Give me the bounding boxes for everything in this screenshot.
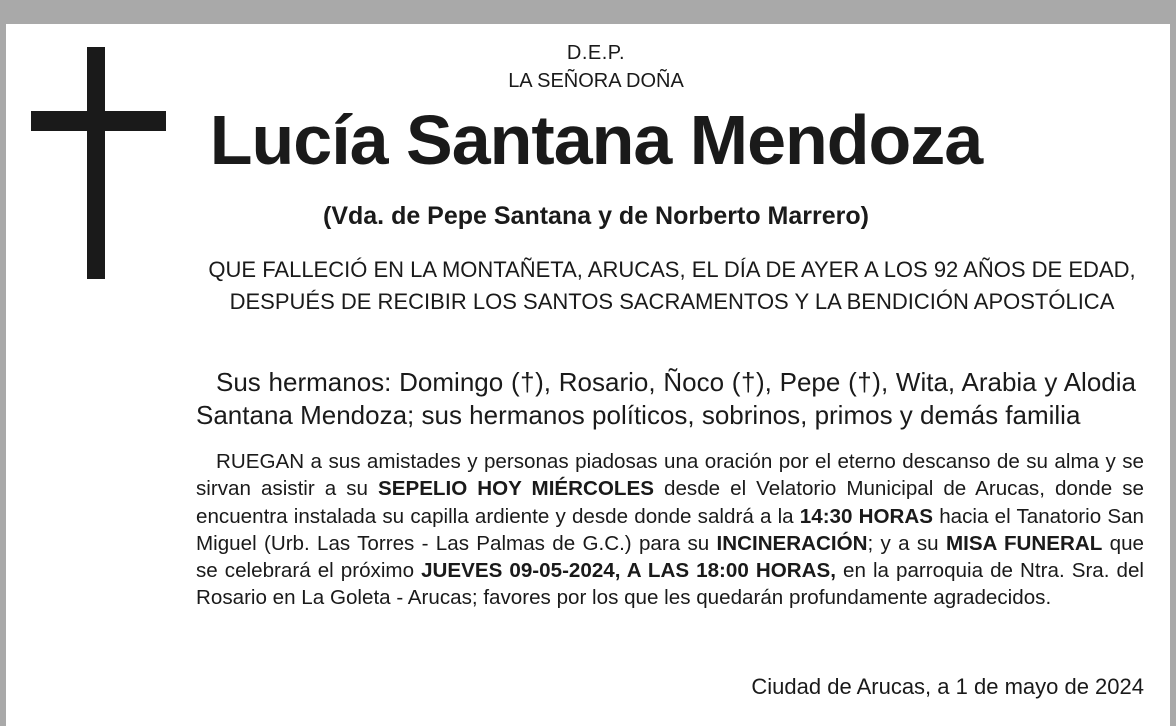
death-statement: QUE FALLECIÓ EN LA MONTAÑETA, ARUCAS, EL DÍA DE AYER A LOS 92 AÑOS DE EDAD, DESPUÉS DE RECIBIR LOS SANTOS SACRAMENTOS Y LA BENDICIÓN APOSTÓLICA — [208, 257, 1136, 314]
cross-icon — [31, 47, 166, 279]
family-paragraph: Sus hermanos: Domingo (†), Rosario, Ñoco (†), Pepe (†), Wita, Arabia y Alodia Santana Mendoza; sus hermanos políticos, sobrinos, primos y demás familia — [196, 367, 1136, 430]
request-paragraph — [196, 448, 1144, 612]
honorific-line: LA SEÑORA DOÑA — [508, 70, 684, 92]
dep-header: D.E.P. — [566, 42, 626, 64]
request-bold-mass: MISA FUNERAL — [945, 531, 1103, 555]
request-text-4: ; y a su — [867, 531, 946, 555]
request-text-5: que se celebrará el próximo — [196, 531, 1144, 583]
request-text-1: RUEGAN a sus amistades y personas piadosas una oración por el eterno descanso de su alma y se sirvan asistir a su — [196, 450, 1144, 501]
obituary-notice — [6, 24, 1170, 726]
cross-horizontal-bar — [31, 111, 166, 131]
deceased-name: Lucía Santana Mendoza — [209, 101, 983, 179]
request-text-2: desde el Velatorio Municipal de Arucas, donde se encuentra instalada su capilla ardiente y desde donde saldrá a la — [196, 477, 1144, 528]
request-bold-cremation: INCINERACIÓN — [716, 531, 868, 555]
place-and-date: Ciudad de Arucas, a 1 de mayo de 2024 — [751, 674, 1144, 699]
widow-of-line: (Vda. de Pepe Santana y de Norberto Marrero) — [323, 202, 869, 230]
request-bold-burial: SEPELIO HOY MIÉRCOLES — [377, 477, 654, 501]
request-text-3: hacia el Tanatorio San Miguel (Urb. Las Torres - Las Palmas de G.C.) para su — [196, 504, 1144, 555]
cross-vertical-bar — [87, 47, 105, 279]
request-bold-mass-date: JUEVES 09-05-2024, A LAS 18:00 HORAS, — [421, 559, 836, 583]
request-text-6: en la parroquia de Ntra. Sra. del Rosario en La Goleta - Arucas; favores por los que les quedarán profundamente agradecidos. — [196, 559, 1145, 610]
request-bold-time: 14:30 HORAS — [799, 504, 934, 528]
